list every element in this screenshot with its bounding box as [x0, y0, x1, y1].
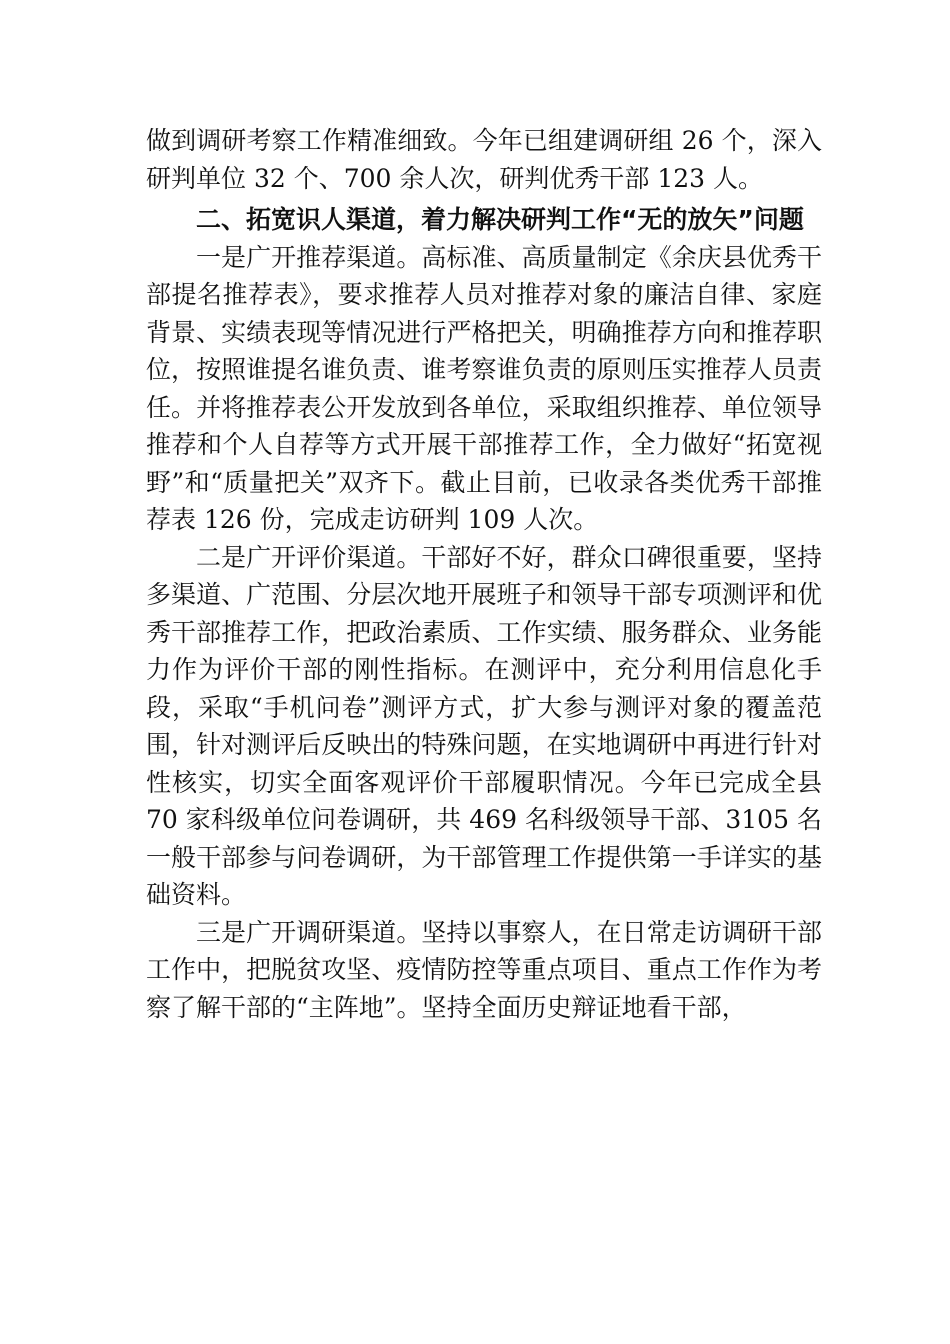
continuation-paragraph: 做到调研考察工作精准细致。今年已组建调研组 26 个，深入研判单位 32 个、700 余人次，研判优秀干部 123 人。 [146, 126, 822, 193]
paragraph-evaluation-channels: 二是广开评价渠道。干部好不好，群众口碑很重要，坚持多渠道、广范围、分层次地开展班子和领导干部专项测评和优秀干部推荐工作，把政治素质、工作实绩、服务群众、业务能力作为评价干部的刚性指标。在测评中，充分利用信息化手段，采取“手机问卷”测评方式，扩大参与测评对象的覆盖范围，针对测评后反映出的特殊问题，在实地调研中再进行针对性核实，切实全面客观评价干部履职情况。今年已完成全县 70 家科级单位问卷调研，共 469 名科级领导干部、3105 名一般干部参与问卷调研，为干部管理工作提供第一手详实的基础资料。 [146, 542, 822, 909]
paragraph-recommendation-channels: 一是广开推荐渠道。高标准、高质量制定《余庆县优秀干部提名推荐表》，要求推荐人员对推荐对象的廉洁自律、家庭背景、实绩表现等情况进行严格把关，明确推荐方向和推荐职位，按照谁提名谁负责、谁考察谁负责的原则压实推荐人员责任。并将推荐表公开发放到各单位，采取组织推荐、单位领导推荐和个人自荐等方式开展干部推荐工作，全力做好“拓宽视野”和“质量把关”双齐下。截止目前，已收录各类优秀干部推荐表 126 份，完成走访研判 109 人次。 [146, 242, 822, 534]
paragraph-research-channels: 三是广开调研渠道。坚持以事察人，在日常走访调研干部工作中，把脱贫攻坚、疫情防控等重点项目、重点工作作为考察了解干部的“主阵地”。坚持全面历史辩证地看干部， [146, 917, 822, 1022]
section-heading: 二、拓宽识人渠道，着力解决研判工作“无的放矢”问题 [196, 205, 804, 234]
document-body [146, 122, 822, 1026]
